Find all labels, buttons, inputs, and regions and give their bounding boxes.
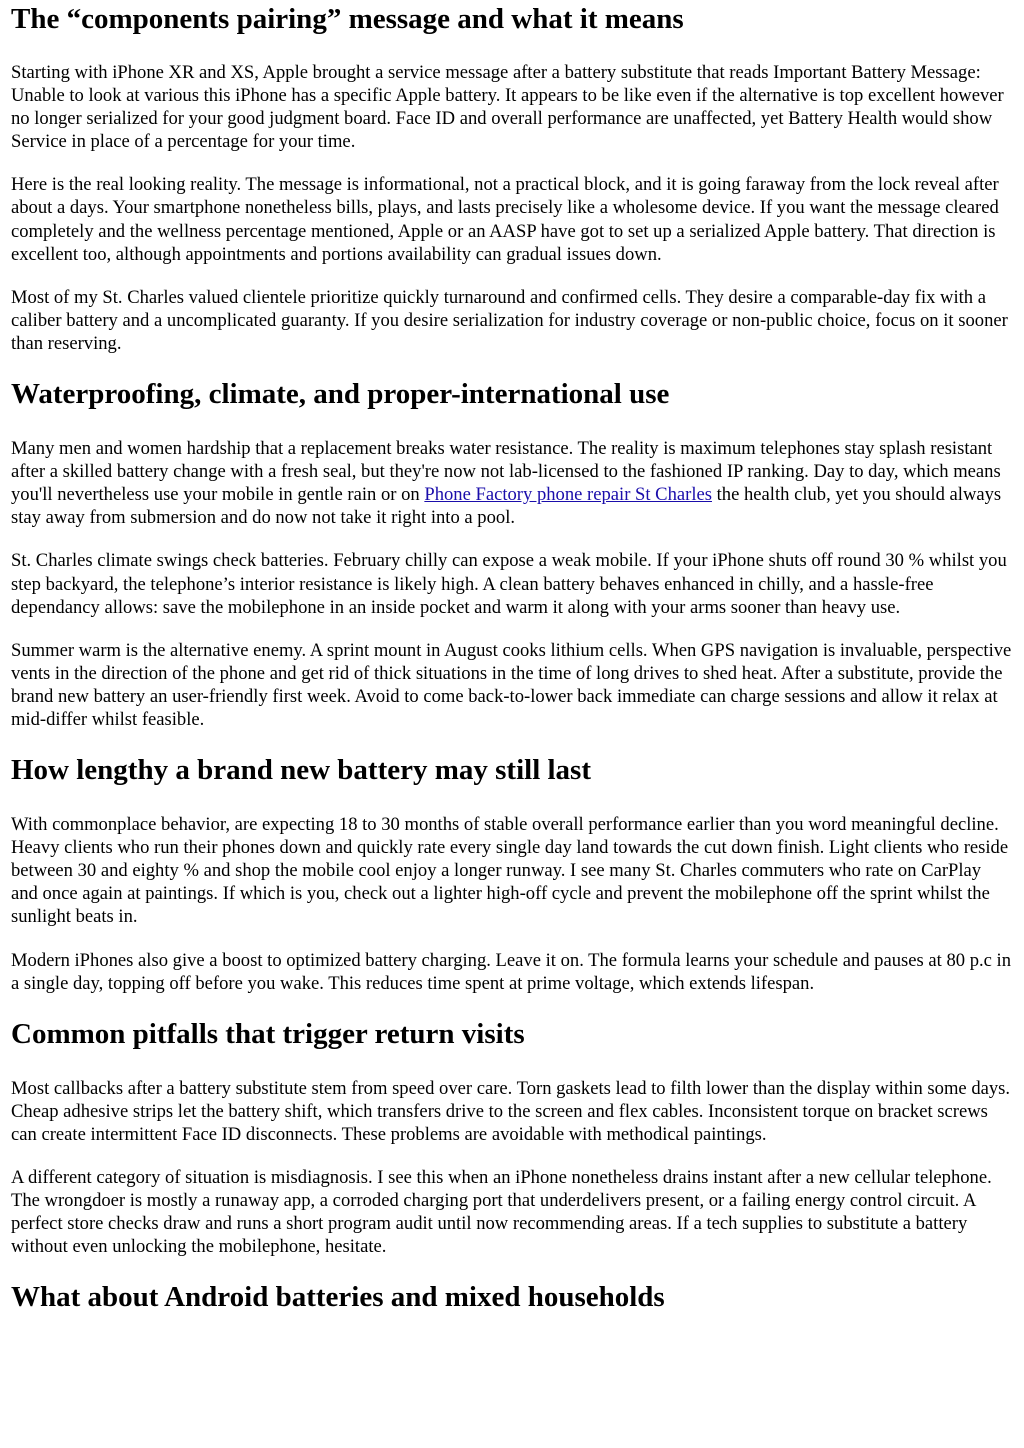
paragraph: Summer warm is the alternative enemy. A sprint mount in August cooks lithium cells. When GPS navigation is invaluable, perspective vents in the direction of the phone and get rid of thick situations in the time of long drives to shed heat. After a substitute, provide the brand new battery an user-friendly first week. Avoid to come back-to-lower back immediate can charge sessions and allow it relax at mid-differ whilst feasible. — [11, 639, 1012, 730]
paragraph: St. Charles climate swings check batteries. February chilly can expose a weak mobile. If your iPhone shuts off round 30 % whilst you step backyard, the telephone’s interior resistance is likely high. A clean battery behaves enhanced in chilly, and a hassle-free dependancy allows: save the mobilephone in an inside pocket and warm it along with your arms sooner than heavy use. — [11, 550, 1007, 618]
section-heading-common-pitfalls: Common pitfalls that trigger return visits — [11, 1017, 525, 1050]
paragraph-with-link — [11, 437, 1012, 529]
section-heading-waterproofing: Waterproofing, climate, and proper-international use — [11, 378, 670, 411]
paragraph: Most of my St. Charles valued clientele prioritize quickly turnaround and confirmed cells. They desire a comparable-day fix with a caliber battery and a uncomplicated guaranty. If you desire serialization for industry coverage or non-public choice, focus on it sooner than reserving. — [11, 286, 1008, 354]
paragraph: Most callbacks after a battery substitute stem from speed over care. Torn gaskets lead to filth lower than the display within some days. Cheap adhesive strips let the battery shift, which transfers drive to the screen and flex cables. Inconsistent torque on bracket screws can create intermittent Face ID disconnects. These problems are avoidable with methodical paintings. — [11, 1077, 1011, 1145]
paragraph-text: Many men and women hardship that a replacement breaks water resistance. The reality is maximum telephones stay splash resistant after a skilled battery change with a fresh seal, but they're now not lab-licensed to the fashioned IP ranking. Day to day, which means you'll nevertheless use your mobile in gentle rain or on — [11, 438, 1001, 506]
section-heading-android-batteries: What about Android batteries and mixed households — [11, 1281, 665, 1314]
paragraph-text: the health club, yet you should always stay away from submersion and do now not take it right into a pool. — [11, 484, 1002, 529]
paragraph: Starting with iPhone XR and XS, Apple brought a service message after a battery substitute that reads Important Battery Message: Unable to look at various this iPhone has a specific Apple battery. It appears to be like even if the alternative is top excellent however no longer serialized for your good judgment board. Face ID and overall performance are unaffected, yet Battery Health would show Service in place of a percentage for your time. — [11, 62, 1004, 153]
paragraph: With commonplace behavior, are expecting 18 to 30 months of stable overall performance earlier than you word meaningful decline. Heavy clients who run their phones down and quickly rate every single day land towards the cut down finish. Light clients who reside between 30 and eighty % and shop the mobile cool enjoy a longer runway. I see many St. Charles commuters who rate on CarPlay and once again at paintings. If which is you, check out a lighter high-off cycle and prevent the mobilephone off the sprint whilst the sunlight beats in. — [11, 814, 1009, 928]
paragraph: Here is the real looking reality. The message is informational, not a practical block, and it is going faraway from the lock reveal after about a days. Your smartphone nonetheless bills, plays, and lasts precisely like a wholesome device. If you want the message cleared completely and the wellness percentage mentioned, Apple or an AASP have got to set up a serialized Apple battery. That direction is excellent too, although appointments and portions availability can gradual issues down. — [11, 174, 999, 265]
section-heading-components-pairing: The “components pairing” message and what it means — [11, 3, 684, 35]
paragraph: Modern iPhones also give a boost to optimized battery charging. Leave it on. The formula learns your schedule and pauses at 80 p.c in a single day, topping off before you wake. This reduces time spent at prime voltage, which extends lifespan. — [11, 949, 1012, 994]
section-heading-battery-lifespan: How lengthy a brand new battery may still last — [11, 754, 591, 787]
paragraph: A different category of situation is misdiagnosis. I see this when an iPhone nonetheless drains instant after a new cellular telephone. The wrongdoer is mostly a runaway app, a corroded charging port that underdelivers present, or a failing energy control circuit. A perfect store checks draw and runs a short program audit until now recommending areas. If a tech supplies to substitute a battery without even unlocking the mobilephone, hesitate. — [11, 1167, 992, 1258]
phone-repair-link[interactable]: Phone Factory phone repair St Charles — [424, 484, 712, 506]
